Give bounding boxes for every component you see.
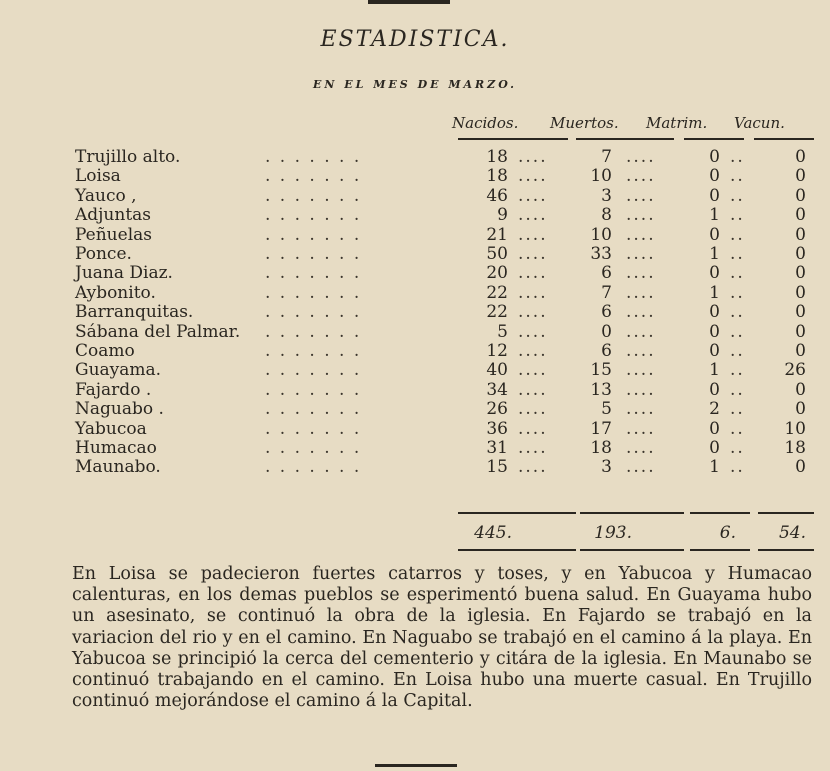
leader-dots: .... bbox=[626, 438, 656, 458]
cell-muertos: 17 bbox=[590, 418, 612, 439]
cell-muertos: 6 bbox=[601, 263, 612, 284]
total-nacidos: 445. bbox=[474, 523, 512, 543]
page-title: ESTADISTICA. bbox=[320, 27, 510, 52]
cell-muertos: 15 bbox=[590, 360, 612, 381]
leader-dots: .. bbox=[730, 263, 745, 284]
cell-muertos: 7 bbox=[601, 147, 612, 167]
cell-nacidos: 26 bbox=[486, 399, 508, 420]
leader-dots: .... bbox=[626, 379, 656, 400]
town-name: Adjuntas bbox=[75, 205, 152, 226]
leader-dots: .... bbox=[518, 166, 548, 187]
town-name: Sábana del Palmar. bbox=[75, 321, 241, 342]
leader-dots: . . . . . . . bbox=[265, 166, 362, 187]
leader-dots: .... bbox=[518, 224, 548, 245]
cell-matrim: 0 bbox=[709, 418, 720, 439]
leader-dots: .. bbox=[730, 399, 745, 420]
cell-muertos: 10 bbox=[590, 166, 612, 187]
cell-matrim: 0 bbox=[709, 224, 720, 245]
cell-muertos: 7 bbox=[601, 282, 612, 303]
town-name: Maunabo. bbox=[75, 457, 161, 478]
cell-matrim: 0 bbox=[709, 341, 720, 361]
table-row bbox=[0, 225, 830, 246]
cell-vacun: 0 bbox=[795, 457, 806, 478]
leader-dots: .... bbox=[518, 360, 548, 381]
column-header-vacun: Vacun. bbox=[734, 114, 785, 132]
leader-dots: .. bbox=[730, 166, 745, 187]
leader-dots: . . . . . . . bbox=[265, 399, 362, 420]
table-row bbox=[0, 322, 830, 343]
table-row bbox=[0, 147, 830, 168]
table-row bbox=[0, 244, 830, 265]
leader-dots: .. bbox=[730, 147, 745, 167]
town-name: Humacao bbox=[75, 438, 157, 458]
header-rule bbox=[458, 138, 568, 140]
leader-dots: .... bbox=[518, 438, 548, 458]
leader-dots: .... bbox=[518, 282, 548, 303]
leader-dots: .... bbox=[518, 399, 548, 420]
leader-dots: . . . . . . . bbox=[265, 302, 362, 323]
leader-dots: . . . . . . . bbox=[265, 224, 362, 245]
leader-dots: .. bbox=[730, 321, 745, 342]
leader-dots: .... bbox=[626, 418, 656, 439]
column-header-muertos: Muertos. bbox=[550, 114, 619, 132]
cell-matrim: 0 bbox=[709, 302, 720, 323]
leader-dots: .... bbox=[518, 302, 548, 323]
town-name: Barranquitas. bbox=[75, 302, 194, 323]
sum-rule bbox=[758, 512, 814, 514]
leader-dots: .. bbox=[730, 418, 745, 439]
cell-vacun: 0 bbox=[795, 263, 806, 284]
leader-dots: . . . . . . . bbox=[265, 379, 362, 400]
leader-dots: .... bbox=[626, 244, 656, 264]
cell-nacidos: 18 bbox=[486, 147, 508, 167]
cell-vacun: 0 bbox=[795, 244, 806, 264]
leader-dots: . . . . . . . bbox=[265, 205, 362, 226]
leader-dots: .... bbox=[626, 205, 656, 226]
leader-dots: . . . . . . . bbox=[265, 263, 362, 284]
cell-nacidos: 40 bbox=[486, 360, 508, 381]
cell-vacun: 0 bbox=[795, 321, 806, 342]
cell-nacidos: 12 bbox=[486, 341, 508, 361]
sum-rule bbox=[690, 549, 750, 551]
sum-rule bbox=[690, 512, 750, 514]
cell-nacidos: 9 bbox=[497, 205, 508, 226]
top-rule bbox=[368, 0, 450, 4]
leader-dots: .. bbox=[730, 282, 745, 303]
table-row bbox=[0, 399, 830, 420]
sum-rule bbox=[758, 549, 814, 551]
leader-dots: .... bbox=[626, 399, 656, 420]
leader-dots: . . . . . . . bbox=[265, 185, 362, 206]
cell-vacun: 0 bbox=[795, 302, 806, 323]
cell-matrim: 0 bbox=[709, 185, 720, 206]
table-row bbox=[0, 419, 830, 440]
cell-matrim: 0 bbox=[709, 438, 720, 458]
bottom-rule bbox=[375, 764, 457, 767]
cell-muertos: 13 bbox=[590, 379, 612, 400]
cell-vacun: 0 bbox=[795, 399, 806, 420]
cell-nacidos: 50 bbox=[486, 244, 508, 264]
leader-dots: .. bbox=[730, 224, 745, 245]
cell-matrim: 0 bbox=[709, 379, 720, 400]
leader-dots: . . . . . . . bbox=[265, 418, 362, 439]
table-row bbox=[0, 380, 830, 401]
leader-dots: .... bbox=[626, 302, 656, 323]
cell-vacun: 10 bbox=[784, 418, 806, 439]
leader-dots: .... bbox=[518, 321, 548, 342]
leader-dots: .... bbox=[626, 457, 656, 478]
cell-matrim: 0 bbox=[709, 321, 720, 342]
table-row bbox=[0, 360, 830, 381]
sum-rule bbox=[458, 512, 576, 514]
leader-dots: .... bbox=[626, 224, 656, 245]
table-row bbox=[0, 457, 830, 478]
cell-nacidos: 22 bbox=[486, 282, 508, 303]
town-name: Coamo bbox=[75, 341, 135, 361]
town-name: Loisa bbox=[75, 166, 121, 187]
leader-dots: .. bbox=[730, 438, 745, 458]
cell-muertos: 3 bbox=[601, 185, 612, 206]
table-row bbox=[0, 302, 830, 323]
cell-nacidos: 20 bbox=[486, 263, 508, 284]
leader-dots: . . . . . . . bbox=[265, 341, 362, 361]
leader-dots: .... bbox=[518, 341, 548, 361]
leader-dots: .. bbox=[730, 341, 745, 361]
leader-dots: .. bbox=[730, 360, 745, 381]
leader-dots: .... bbox=[626, 360, 656, 381]
town-name: Fajardo . bbox=[75, 379, 152, 400]
leader-dots: .... bbox=[518, 185, 548, 206]
town-name: Ponce. bbox=[75, 244, 132, 264]
cell-nacidos: 46 bbox=[486, 185, 508, 206]
leader-dots: . . . . . . . bbox=[265, 244, 362, 264]
leader-dots: . . . . . . . bbox=[265, 457, 362, 478]
cell-vacun: 0 bbox=[795, 147, 806, 167]
cell-vacun: 0 bbox=[795, 379, 806, 400]
leader-dots: . . . . . . . bbox=[265, 147, 362, 167]
town-name: Aybonito. bbox=[75, 282, 156, 303]
total-matrim: 6. bbox=[719, 523, 736, 543]
cell-vacun: 0 bbox=[795, 341, 806, 361]
sum-rule bbox=[580, 549, 684, 551]
table-row bbox=[0, 186, 830, 207]
leader-dots: .... bbox=[518, 147, 548, 167]
table-row bbox=[0, 205, 830, 226]
sum-rule bbox=[580, 512, 684, 514]
cell-muertos: 5 bbox=[601, 399, 612, 420]
cell-matrim: 1 bbox=[709, 457, 720, 478]
cell-vacun: 0 bbox=[795, 224, 806, 245]
leader-dots: .... bbox=[518, 457, 548, 478]
sum-rule bbox=[458, 549, 576, 551]
leader-dots: .... bbox=[626, 341, 656, 361]
cell-muertos: 0 bbox=[601, 321, 612, 342]
leader-dots: . . . . . . . bbox=[265, 282, 362, 303]
header-rule bbox=[576, 138, 674, 140]
leader-dots: .. bbox=[730, 244, 745, 264]
table-row bbox=[0, 438, 830, 459]
cell-muertos: 6 bbox=[601, 302, 612, 323]
cell-nacidos: 31 bbox=[486, 438, 508, 458]
cell-matrim: 0 bbox=[709, 166, 720, 187]
cell-matrim: 1 bbox=[709, 282, 720, 303]
leader-dots: . . . . . . . bbox=[265, 438, 362, 458]
table-row bbox=[0, 166, 830, 187]
cell-vacun: 0 bbox=[795, 282, 806, 303]
cell-matrim: 1 bbox=[709, 360, 720, 381]
cell-matrim: 0 bbox=[709, 263, 720, 284]
cell-muertos: 6 bbox=[601, 341, 612, 361]
cell-nacidos: 18 bbox=[486, 166, 508, 187]
table-row bbox=[0, 341, 830, 362]
town-name: Naguabo . bbox=[75, 399, 164, 420]
cell-vacun: 0 bbox=[795, 205, 806, 226]
leader-dots: .... bbox=[626, 185, 656, 206]
town-name: Peñuelas bbox=[75, 224, 152, 245]
cell-matrim: 0 bbox=[709, 147, 720, 167]
cell-matrim: 2 bbox=[709, 399, 720, 420]
cell-nacidos: 22 bbox=[486, 302, 508, 323]
table-row bbox=[0, 263, 830, 284]
leader-dots: .... bbox=[518, 205, 548, 226]
total-muertos: 193. bbox=[594, 523, 632, 543]
leader-dots: .... bbox=[626, 147, 656, 167]
leader-dots: .... bbox=[518, 244, 548, 264]
total-vacun: 54. bbox=[778, 523, 806, 543]
leader-dots: .... bbox=[626, 166, 656, 187]
cell-vacun: 0 bbox=[795, 185, 806, 206]
leader-dots: .... bbox=[626, 321, 656, 342]
cell-muertos: 8 bbox=[601, 205, 612, 226]
cell-matrim: 1 bbox=[709, 205, 720, 226]
cell-nacidos: 36 bbox=[486, 418, 508, 439]
cell-matrim: 1 bbox=[709, 244, 720, 264]
column-header-nacidos: Nacidos. bbox=[452, 114, 519, 132]
leader-dots: .. bbox=[730, 457, 745, 478]
leader-dots: .... bbox=[626, 263, 656, 284]
leader-dots: .... bbox=[518, 418, 548, 439]
cell-muertos: 18 bbox=[590, 438, 612, 458]
header-rule bbox=[684, 138, 744, 140]
report-paragraph: En Loisa se padecieron fuertes catarros y toses, y en Yabucoa y Humacao calenturas, en los demas pueblos se esperimentó buena salud. En Guayama hubo un asesinato, se continuó la obra de la iglesia. En Fajardo se trabajó en la variacion del rio y en el camino. En Naguabo se trabajó en el camino á la playa. En Yabucoa se principió la cerca del cementerio y citára de la iglesia. En Maunabo se continuó trabajando en el camino. En Loisa hubo una muerte casual. En Trujillo continuó mejorándose el camino á la Capital. bbox=[72, 564, 812, 712]
cell-muertos: 3 bbox=[601, 457, 612, 478]
leader-dots: .. bbox=[730, 205, 745, 226]
column-header-matrim: Matrim. bbox=[646, 114, 708, 132]
cell-nacidos: 34 bbox=[486, 379, 508, 400]
table-row bbox=[0, 283, 830, 304]
header-rule bbox=[754, 138, 814, 140]
cell-vacun: 0 bbox=[795, 166, 806, 187]
town-name: Yauco , bbox=[75, 185, 137, 206]
leader-dots: .. bbox=[730, 302, 745, 323]
cell-vacun: 18 bbox=[784, 438, 806, 458]
cell-vacun: 26 bbox=[784, 360, 806, 381]
cell-muertos: 10 bbox=[590, 224, 612, 245]
cell-nacidos: 5 bbox=[497, 321, 508, 342]
leader-dots: . . . . . . . bbox=[265, 360, 362, 381]
town-name: Juana Diaz. bbox=[75, 263, 173, 284]
town-name: Trujillo alto. bbox=[75, 147, 181, 167]
leader-dots: .... bbox=[518, 379, 548, 400]
page-subtitle: EN EL MES DE MARZO. bbox=[313, 78, 517, 91]
cell-nacidos: 15 bbox=[486, 457, 508, 478]
leader-dots: . . . . . . . bbox=[265, 321, 362, 342]
town-name: Yabucoa bbox=[75, 418, 147, 439]
leader-dots: .... bbox=[626, 282, 656, 303]
leader-dots: .. bbox=[730, 379, 745, 400]
leader-dots: .... bbox=[518, 263, 548, 284]
town-name: Guayama. bbox=[75, 360, 162, 381]
leader-dots: .. bbox=[730, 185, 745, 206]
cell-muertos: 33 bbox=[590, 244, 612, 264]
cell-nacidos: 21 bbox=[486, 224, 508, 245]
